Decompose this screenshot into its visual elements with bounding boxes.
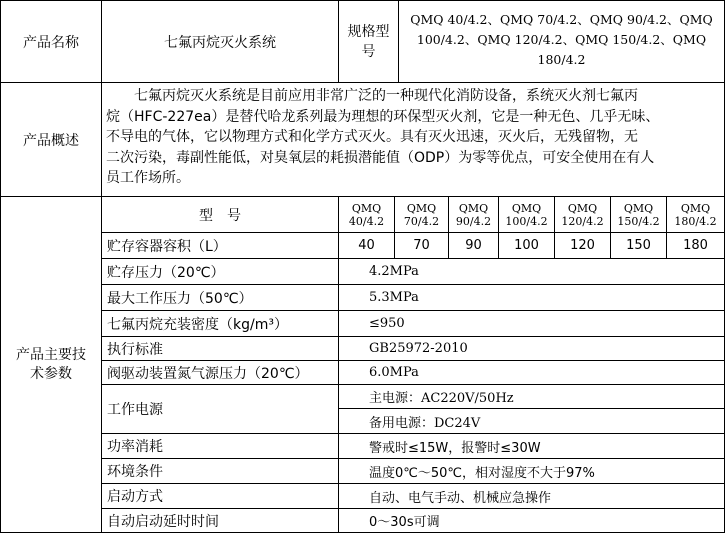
- model-cell: QMQ 150/4.2: [610, 196, 666, 232]
- product-name-label: 产品名称: [0, 0, 101, 82]
- volume-cell: 150: [610, 232, 666, 258]
- product-name-value: 七氟丙烷灭火系统: [101, 0, 338, 82]
- param-label: 环境条件: [101, 458, 338, 483]
- power-main: 主电源：AC220V/50Hz: [338, 384, 725, 408]
- overview-label: 产品概述: [0, 82, 101, 196]
- param-label: 最大工作压力（50℃）: [101, 284, 338, 310]
- spec-value-line: QMQ 40/4.2、QMQ 70/4.2、QMQ 90/4.2、QMQ: [410, 12, 713, 27]
- param-value: 自动、电气手动、机械应急操作: [338, 483, 725, 508]
- overview-line: 烷（HFC-227ea）是替代哈龙系列最为理想的环保型灭火剂，它是一种无色、几乎无味、: [106, 108, 660, 125]
- param-label: 阀驱动装置氮气源压力（20℃）: [101, 360, 338, 384]
- param-value: 5.3MPa: [338, 284, 725, 310]
- spec-value: [398, 0, 725, 82]
- param-value: 4.2MPa: [338, 258, 725, 284]
- param-label: 功率消耗: [101, 433, 338, 458]
- param-label: 启动方式: [101, 483, 338, 508]
- overview-line: 不导电的气体，它以物理方式和化学方式灭火。具有灭火迅速，灭火后，无残留物，无: [106, 129, 638, 145]
- overview-line: 七氟丙烷灭火系统是目前应用非常广泛的一种现代化消防设备，系统灭火剂七氟丙: [106, 88, 638, 104]
- param-value: 0～30s可调: [338, 508, 725, 533]
- param-value: 6.0MPa: [338, 360, 725, 384]
- model-cell: QMQ 70/4.2: [394, 196, 448, 232]
- power-backup: 备用电源：DC24V: [338, 408, 725, 433]
- power-label: 工作电源: [101, 384, 338, 433]
- params-section-label: 产品主要技术参数: [0, 196, 101, 533]
- model-cell: QMQ 40/4.2: [338, 196, 394, 232]
- param-label: 贮存压力（20℃）: [101, 258, 338, 284]
- model-cell: QMQ 90/4.2: [448, 196, 498, 232]
- spec-value-line: 100/4.2、QMQ 120/4.2、QMQ 150/4.2、QMQ: [416, 32, 707, 47]
- model-cell: QMQ 100/4.2: [498, 196, 554, 232]
- param-label: 自动启动延时时间: [101, 508, 338, 533]
- param-value: ≤950: [338, 310, 725, 336]
- param-value: GB25972-2010: [338, 336, 725, 360]
- param-value: 警戒时≤15W，报警时≤30W: [338, 433, 725, 458]
- model-cell: QMQ 180/4.2: [666, 196, 725, 232]
- model-header: 型 号: [101, 196, 338, 232]
- param-label: 七氟丙烷充装密度（kg/m³）: [101, 310, 338, 336]
- volume-cell: 90: [448, 232, 498, 258]
- overview-line: 二次污染，毒副性能低，对臭氧层的耗损潜能值（ODP）为零等优点，可安全使用在有人: [106, 149, 655, 166]
- volume-cell: 180: [666, 232, 725, 258]
- param-value: 温度0℃～50℃，相对湿度不大于97%: [338, 458, 725, 483]
- model-cell: QMQ 120/4.2: [554, 196, 610, 232]
- spec-value-line: 180/4.2: [537, 52, 586, 67]
- volume-cell: 120: [554, 232, 610, 258]
- param-label: 执行标准: [101, 336, 338, 360]
- volume-cell: 70: [394, 232, 448, 258]
- overview-line: 员工作场所。: [106, 170, 190, 186]
- overview-text: [101, 82, 725, 196]
- volume-label: 贮存容器容积（L）: [101, 232, 338, 258]
- volume-cell: 100: [498, 232, 554, 258]
- spec-label: 规格型号: [338, 0, 398, 82]
- volume-cell: 40: [338, 232, 394, 258]
